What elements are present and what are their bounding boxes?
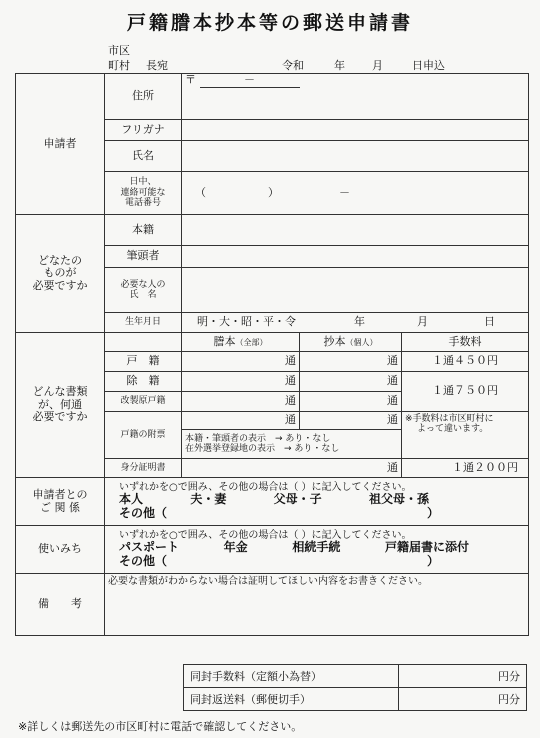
target-section: どなたの ものが 必要ですか xyxy=(16,215,105,333)
honseki-label: 本籍 xyxy=(105,215,182,246)
joseki-full-count[interactable]: 通 xyxy=(182,372,300,392)
joseki-extract-count[interactable]: 通 xyxy=(300,372,402,392)
relation-other: その他（ xyxy=(119,506,168,521)
relation-instruction: いずれかを○で囲み、その他の場合は（ ）に記入してください。 xyxy=(119,481,412,493)
applicant-name-label: 氏名 xyxy=(105,141,182,172)
kaisei-extract-count[interactable]: 通 xyxy=(300,392,402,412)
era-label: 令和 xyxy=(282,59,304,72)
fee-450: １通４５０円 xyxy=(402,352,529,372)
date-suffix: 日申込 xyxy=(412,59,445,72)
phone-label: 日中、 連絡可能な 電話番号 xyxy=(105,172,182,215)
purpose-section: 使いみち xyxy=(16,526,105,574)
col-extract-header: 抄本（個人） xyxy=(300,333,402,352)
applicant-section: 申請者 xyxy=(16,74,105,215)
col-fee-header: 手数料 xyxy=(402,333,529,352)
col-full-header: 謄本（全部） xyxy=(182,333,300,352)
relation-field[interactable]: いずれかを○で囲み、その他の場合は（ ）に記入してください。 本人 夫・妻 父母・子 祖父母・孫 その他（ ） xyxy=(105,478,529,526)
row-kaisei: 改製原戸籍 xyxy=(105,392,182,412)
applicant-name-field[interactable] xyxy=(182,141,529,172)
row-mibun: 身分証明書 xyxy=(105,459,182,478)
target-name-label: 必要な人の 氏 名 xyxy=(105,268,182,313)
honseki-field[interactable] xyxy=(182,215,529,246)
koseki-full-count[interactable]: 通 xyxy=(182,352,300,372)
month-label: 月 xyxy=(372,59,383,72)
fee-750: １通７５０円 xyxy=(402,372,529,412)
application-table xyxy=(15,73,529,636)
postal-code-field[interactable]: － xyxy=(200,74,300,88)
remarks-section: 備 考 xyxy=(16,574,105,636)
kaisei-full-count[interactable]: 通 xyxy=(182,392,300,412)
relation-section: 申請者との ご 関 係 xyxy=(16,478,105,526)
furigana-label: フリガナ xyxy=(105,120,182,141)
postage-enclosed-label: 同封返送料（郵便切手） xyxy=(184,688,399,711)
birth-field[interactable]: 明・大・昭・平・令 年 月 日 xyxy=(182,313,529,333)
remarks-field[interactable]: 必要な書類がわからない場合は証明してほしい内容をお書きください。 xyxy=(105,574,529,636)
relation-options[interactable]: 本人 夫・妻 父母・子 祖父母・孫 xyxy=(119,492,429,507)
footer-note: ※詳しくは郵送先の市区町村に電話で確認してください。 xyxy=(18,720,303,733)
fee-enclosed-amount[interactable]: 円分 xyxy=(399,665,527,688)
row-fuhyo: 戸籍の附票 xyxy=(105,412,182,459)
koseki-extract-count[interactable]: 通 xyxy=(300,352,402,372)
enclosure-table xyxy=(183,664,527,711)
fuhyo-full-count[interactable]: 通 xyxy=(182,412,300,430)
docs-section: どんな書類 が、何通 必要ですか xyxy=(16,333,105,478)
year-label: 年 xyxy=(334,59,345,72)
purpose-other: その他（ xyxy=(119,554,168,569)
fee-enclosed-label: 同封手数料（定額小為替） xyxy=(184,665,399,688)
address-field[interactable] xyxy=(182,74,529,120)
fee-note: ※手数料は市区町村に よって違います。 xyxy=(402,412,529,459)
purpose-instruction: いずれかを○で囲み、その他の場合は（ ）に記入してください。 xyxy=(119,529,412,541)
phone-field[interactable]: （ ） － xyxy=(182,172,529,215)
birth-label: 生年月日 xyxy=(105,313,182,333)
head-field[interactable] xyxy=(182,246,529,268)
postage-enclosed-amount[interactable]: 円分 xyxy=(399,688,527,711)
furigana-field[interactable] xyxy=(182,120,529,141)
postal-mark: 〒 xyxy=(185,73,196,86)
form-title: 戸籍謄本抄本等の郵送申請書 xyxy=(126,12,413,34)
city-line-1: 市区 xyxy=(108,44,130,57)
row-joseki: 除 籍 xyxy=(105,372,182,392)
addressee: 長宛 xyxy=(146,59,168,72)
fee-200: １通２００円 xyxy=(402,459,529,478)
fuhyo-extract-count[interactable]: 通 xyxy=(300,412,402,430)
purpose-field[interactable]: いずれかを○で囲み、その他の場合は（ ）に記入してください。 パスポート 年金 相続手続 戸籍届書に添付 その他（ ） xyxy=(105,526,529,574)
target-name-field[interactable] xyxy=(182,268,529,313)
address-label: 住所 xyxy=(105,74,182,120)
row-koseki: 戸 籍 xyxy=(105,352,182,372)
mibun-count[interactable]: 通 xyxy=(182,459,402,478)
purpose-options[interactable]: パスポート 年金 相続手続 戸籍届書に添付 xyxy=(119,540,469,555)
head-label: 筆頭者 xyxy=(105,246,182,268)
fuhyo-options[interactable]: 本籍・筆頭者の表示 → あり・なし 在外選挙登録地の表示 → あり・なし xyxy=(182,430,402,459)
city-line-2: 町村 xyxy=(108,59,130,72)
